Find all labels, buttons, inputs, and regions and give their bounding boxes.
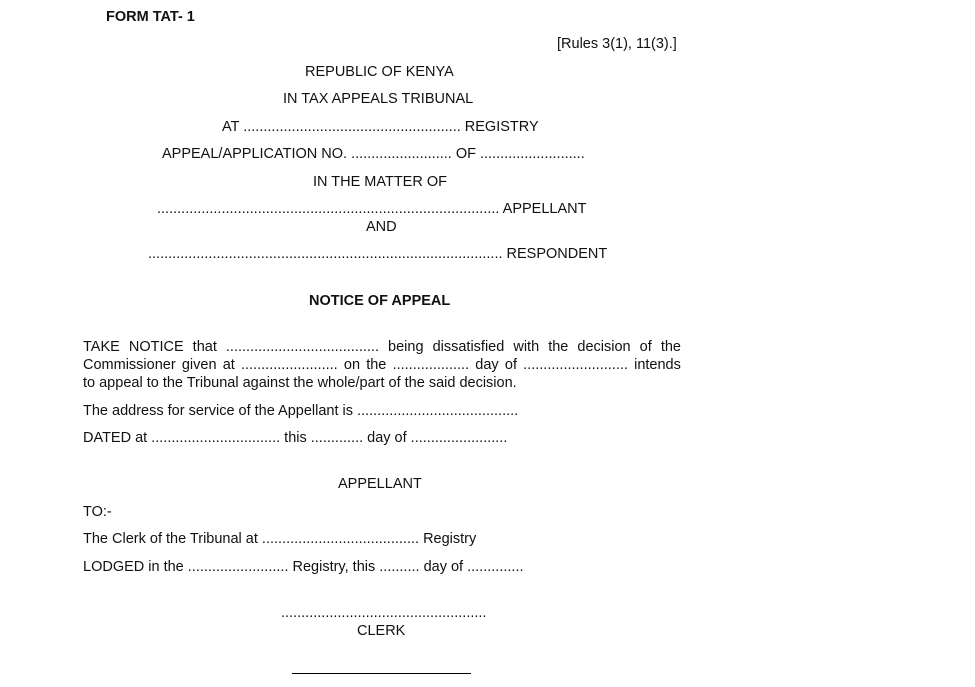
word: with — [513, 339, 540, 355]
address-line: The address for service of the Appellant is ........................................ — [83, 403, 519, 419]
respondent-line: ........................................................................................ RESPONDENT — [148, 246, 608, 262]
dated-line: DATED at ................................ this ............. day of ........................ — [83, 430, 508, 446]
appellant-signature-label: APPELLANT — [338, 476, 422, 492]
notice-title: NOTICE OF APPEAL — [309, 293, 451, 309]
word: NOTICE — [128, 339, 184, 355]
clerk-label: CLERK — [357, 623, 406, 639]
notice-paragraph-line-3: to appeal to the Tribunal against the whole/part of the said decision. — [83, 375, 517, 391]
word: dissatisfied — [432, 339, 505, 355]
word: of — [639, 339, 652, 355]
word: intends — [634, 357, 681, 373]
word: on — [343, 357, 361, 373]
notice-paragraph-line-1 — [83, 339, 681, 356]
appellant-line: ..................................................................................... APPELLANT — [157, 201, 587, 217]
word: of — [504, 357, 517, 373]
to-label: TO:- — [83, 504, 112, 520]
appeal-number-line: APPEAL/APPLICATION NO. ......................... OF .......................... — [162, 146, 585, 162]
matter-heading: IN THE MATTER OF — [313, 174, 447, 190]
notice-paragraph-line-2 — [83, 357, 681, 374]
word: the — [548, 339, 569, 355]
word: at — [222, 357, 235, 373]
word: TAKE — [83, 339, 120, 355]
tribunal-heading: IN TAX APPEALS TRIBUNAL — [283, 91, 474, 107]
word: that — [192, 339, 217, 355]
form-label: FORM TAT- 1 — [106, 9, 195, 25]
word: Commissioner — [83, 357, 176, 373]
word: the — [660, 339, 681, 355]
lodged-line: LODGED in the ......................... Registry, this .......... day of .............. — [83, 559, 524, 575]
registry-line: AT ...................................................... REGISTRY — [222, 119, 539, 135]
clerk-of-tribunal-line: The Clerk of the Tribunal at ....................................... Registry — [83, 531, 477, 547]
rules-reference: [Rules 3(1), 11(3).] — [557, 36, 677, 52]
word: .......................... — [523, 357, 628, 373]
republic-heading: REPUBLIC OF KENYA — [305, 64, 454, 80]
word: day — [475, 357, 499, 373]
word: ........................ — [241, 357, 338, 373]
word: being — [388, 339, 424, 355]
and-label: AND — [366, 219, 397, 235]
clerk-signature-dots: ................................................... — [281, 605, 487, 621]
word: decision — [577, 339, 631, 355]
word: ...................................... — [225, 339, 379, 355]
word: ................... — [392, 357, 470, 373]
word: given — [181, 357, 217, 373]
footer-rule — [292, 673, 471, 674]
word: the — [366, 357, 387, 373]
